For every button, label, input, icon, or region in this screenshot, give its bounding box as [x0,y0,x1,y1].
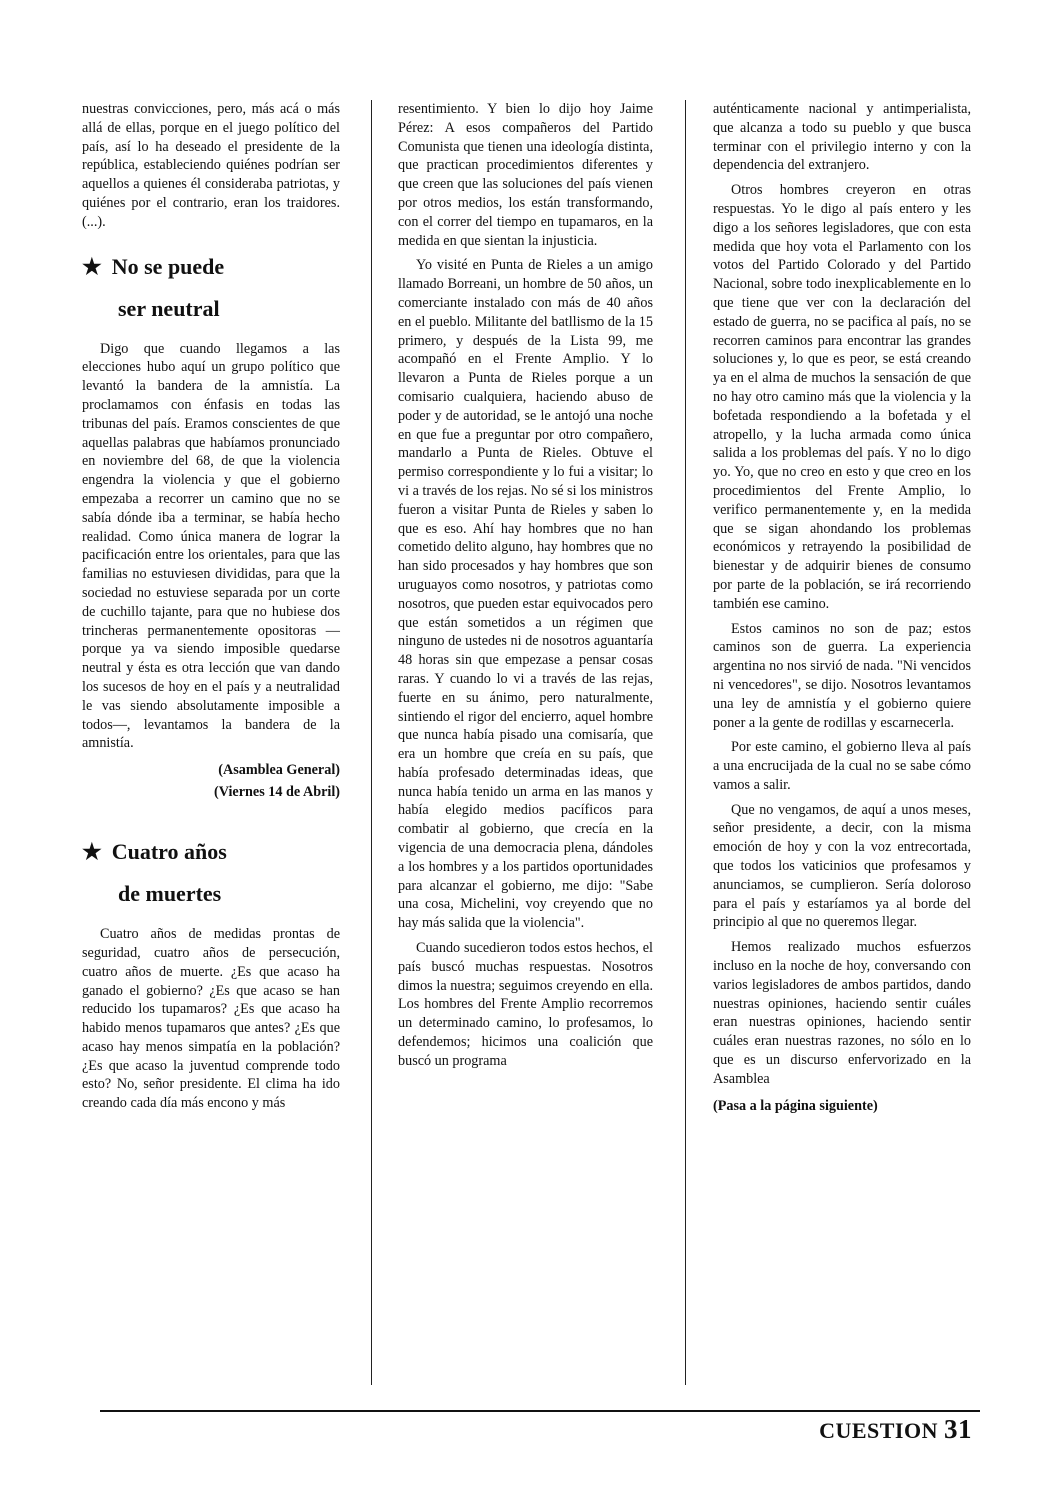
page-number: 31 [944,1414,972,1444]
heading-line: de muertes [118,881,222,907]
paragraph: nuestras convicciones, pero, más acá o más allá de ellas, porque en el juego político del país, así lo ha deseado el presidente de la república, estableciendo quiénes podrían ser aquellos a quienes él consideraba patriotas, y quiénes por el contrario, eran los traidores. (...). [82,101,340,230]
paragraph: Cuatro años de medidas prontas de seguridad, cuatro años de persecución, cuatro años de muerte. ¿Es que acaso ha ganado el gobierno? ¿Es que acaso se han reducido los tupamaros? ¿Es que acaso ha habido menos tupamaros que antes? ¿Es que acaso hay menos simpatía en la población? ¿Es que acaso la juventud comprende todo esto? No, señor presidente. El clima ha ido creando cada día más encono y más [82,926,340,1112]
paragraph: Digo que cuando llegamos a las elecciones hubo aquí un grupo político que levantó la bandera de la amnistía. La proclamamos con énfasis en todas las tribunas del país. Eramos conscientes de que aquellas palabras que habíamos pronunciado en noviembre del 68, de que la violencia engendra la violencia y que el gobierno empezaba a recorrer un camino que no se sabía dónde iba a terminar, se había hecho realidad. Como única manera de lograr la pacificación entre los orientales, para que las familias no estuviesen divididas, para que la sociedad no estuviese separada por un corte de cuchillo tajante, para que no hubiese dos trincheras permanentemente opositoras —porque ya va siendo imposible quedarse neutral y ésta es otra lección que van dando los sucesos de hoy en el país y a neutralidad le vas siendo absolutamente imposible a todos—, levantamos la bandera de la amnistía. [82,340,340,752]
source-line: (Viernes 14 de Abril) [214,784,340,801]
heading-line: ser neutral [118,295,220,321]
paragraph: Que no vengamos, de aquí a unos meses, señor presidente, a decir, con la misma emoción de hoy y con la voz entrecortada, que todos los vaticinios que profesamos y anunciamos, se cumplieron. Sería doloroso para el país y estaríamos ya al borde del principio al que no queremos llegar. [713,801,971,931]
source-attribution [82,759,340,803]
paragraph: Por este camino, el gobierno lleva al país a una encrucijada de la cual no se sabe cómo vamos a salir. [713,739,971,793]
section-heading-no-se-puede [82,246,340,330]
page-footer [819,1414,972,1445]
paragraph: Estos caminos no son de paz; estos caminos son de guerra. La experiencia argentina no nos sirvió de nada. "Ni vencidos ni vencedores", se dijo. Nosotros levantamos una ley de amnistía y el gobierno quiere poner a la gente de rodillas y escarnecerla. [713,620,971,731]
source-line: (Asamblea General) [218,762,340,779]
paragraph: Otros hombres creyeron en otras respuestas. Yo le digo al país entero y les digo a los señores legisladores, que con esta medida que hoy vota el Parlamento con los votos del Partido Colorado y del Partido Nacional, sobre todo inexplicablemente en lo que tiene que ver con la declaración del estado de guerra, no se pacifica al país, no se recorren caminos para encontrar las grandes soluciones y, lo que es peor, se está creando ya en el alma de muchos la sensación de que no hay otro camino más que la violencia y la bofetada respondiendo a la bofetada y el atropello, y la lucha armada como única salida a los problemas del país. Y no lo digo yo. Yo, que no creo en esto y que creo en los procedimientos del Frente Amplio, lo verifico permanentemente y, en la medida que se sigan ahondando los problemas económicos y retrayendo la posibilidad de bienestar y de adquirir bienes de consumo por parte de la población, se irá recorriendo también ese camino. [713,182,971,612]
column-2 [398,100,653,1077]
paragraph: Yo visité en Punta de Rieles a un amigo llamado Borreani, un hombre de 50 años, un comerciante instalado con más de 40 años en el pueblo. Militante del batllismo de la 15 primero, y después de la Lista 99, me acompañó en el Frente Amplio. Y lo llevaron a Punta de Rieles porque a un comisario cualquiera, haciendo abuso de poder y de autoridad, se le antojó una noche en que fue a preguntar por otro compañero, mandarlo a Punta de Rieles. Obtuve el permiso correspondiente y lo fui a visitar; lo vi a través de los rejas. No sé si los ministros fueron a visitar Punta de Rieles y saben lo que es eso. Ahí hay hombres que no han cometido delito alguno, hay hombres que no han sido procesados y hay hombres que son uruguayos como nosotros, y patriotas como nosotros, que pueden estar equivocados pero que están sometidos a un régimen que ninguno de ustedes ni de nosotros aguantaría 48 horas sin que empezase a pensar cosas raras. Y cuando lo vi a través de las rejas, fuerte en su ánimo, pero naturalmente, sintiendo el rigor del encierro, aquel hombre que nunca había pisado una comisaría, que era un hombre que creía en su país, que había profesado determinadas ideas, que nunca había tenido un arma en las manos y había elegido medios pacíficos para combatir al gobierno, que crecía en la vigencia de una democracia plena, dándoles a los hombres y a los partidos oportunidades para alcanzar el gobierno, me dijo: "Sabe una cosa, Michelini, voy creyendo que no hay más salida que la violencia". [398,257,653,932]
magazine-name: CUESTION [819,1418,938,1443]
paragraph: resentimiento. Y bien lo dijo hoy Jaime Pérez: A esos compañeros del Partido Comunista que tienen una ideología distinta, que practican procedimientos diferentes y que creen que las soluciones del país vienen por otros medios, los están transformando, con el correr del tiempo en tupamaros, en la medida en que sientan la injusticia. [398,101,653,249]
heading-line: Cuatro años [111,839,227,865]
column-divider-right [685,100,686,1385]
paragraph: Hemos realizado muchos esfuerzos incluso en la noche de hoy, conversando con varios legisladores de ambos partidos, dando nuestras opiniones, haciendo sentir cuáles eran nuestras opiniones, haciendo sentir cuáles eran nuestras razones, no sólo en lo que es un discurso enfervorizado en la Asamblea [713,939,971,1087]
column-3 [713,100,971,1121]
column-1 [82,100,340,1119]
column-divider-left [371,100,372,1385]
paragraph: auténticamente nacional y antimperialista, que alcanza a todo su pueblo y que busca terminar con el privilegio interno y con la dependencia del extranjero. [713,101,971,174]
heading-line: No se puede [111,253,225,279]
continued-note: (Pasa a la página siguiente) [713,1097,878,1114]
star-icon: ★ [82,253,102,279]
paragraph: Cuando sucedieron todos estos hechos, el país buscó muchas respuestas. Nosotros dimos la nuestra; seguimos creyendo en ella. Los hombres del Frente Amplio recorremos un determinado camino, lo profesamos, lo defendemos; hicimos una coalición que buscó un programa [398,940,653,1069]
footer-rule [100,1410,980,1412]
section-heading-cuatro-anos [82,831,340,915]
star-icon: ★ [82,839,102,865]
